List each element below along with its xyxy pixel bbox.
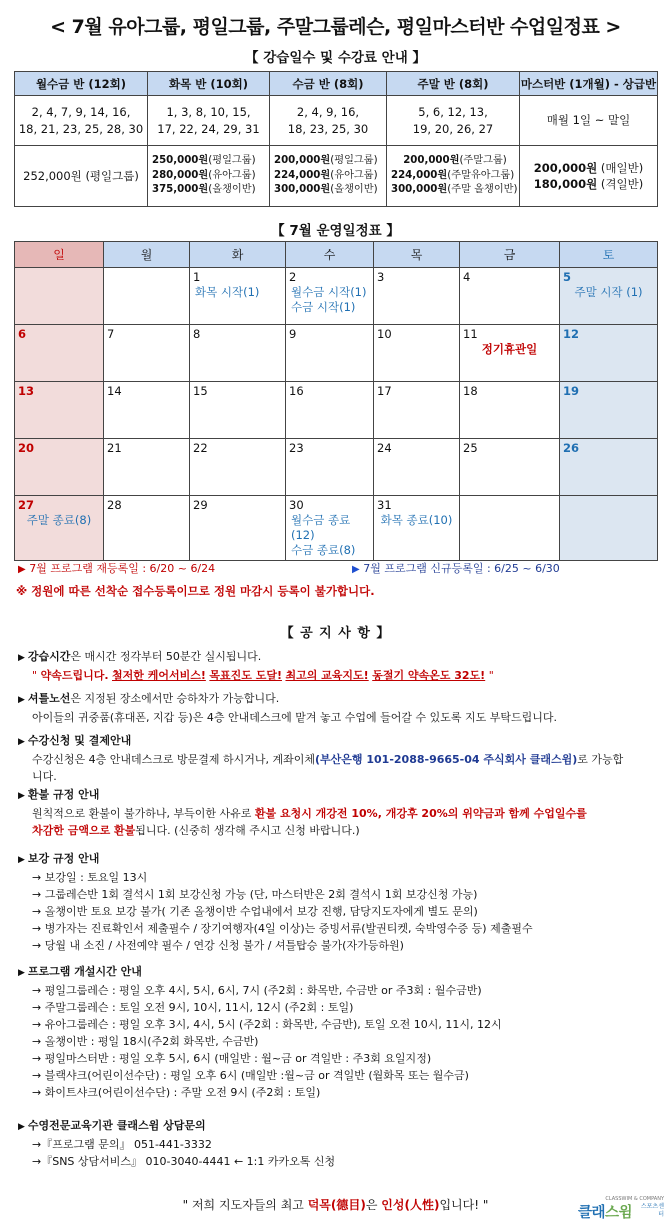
calendar-day-cell xyxy=(15,439,104,496)
classwim-logo: CLASSWIM & COMPANY 클래스윔 스포츠센터 xyxy=(578,1196,664,1221)
fee-dates-mwf: 2, 4, 7, 9, 14, 16, 18, 21, 23, 25, 28, 30 xyxy=(15,96,148,146)
calendar-day-cell xyxy=(560,382,658,439)
calendar-day-cell xyxy=(374,496,460,561)
capacity-warning: ※ 정원에 따른 선착순 접수등록이므로 정원 마감시 등록이 불가합니다. xyxy=(16,584,375,598)
day-number: 30 xyxy=(289,498,304,512)
newreg-period: ▶ 7월 프로그램 신규등록일 : 6/25 ~ 6/30 xyxy=(352,562,560,575)
fee-dates-weekend: 5, 6, 12, 13, 19, 20, 26, 27 xyxy=(387,96,520,146)
day-number: 1 xyxy=(193,270,201,284)
day-number: 21 xyxy=(107,441,122,455)
notice-refund: ▶ 환불 규정 안내 원칙적으로 환불이 불가하나, 부득이한 사유로 환불 요청시 개강전 10%, 개강후 20%의 위약금과 함께 수업일수를 차감한 금액으로 환불됩니다. (신중히 생각해 주시고 신청 바랍니다.) xyxy=(18,788,587,837)
arrow-right-icon: ▶ xyxy=(18,855,25,865)
fee-price-weekend: 200,000원(주말그룹) 224,000원(주말유아그룹) 300,000원(주말 올챙이반) xyxy=(387,146,520,207)
day-number: 26 xyxy=(563,441,580,455)
day-number: 28 xyxy=(107,498,122,512)
calendar-day-cell xyxy=(15,496,104,561)
calendar-day-cell xyxy=(15,268,104,325)
page-title: < 7월 유아그룹, 평일그룹, 주말그룹레슨, 평일마스터반 수업일정표 > xyxy=(50,16,621,38)
calendar-day-cell xyxy=(104,268,190,325)
arrow-right-icon: ▶ xyxy=(18,737,25,747)
calendar-day-cell xyxy=(104,325,190,382)
calendar-table xyxy=(14,241,658,561)
arrow-right-icon: ▶ xyxy=(18,653,25,663)
calendar-event: 정기휴관일 xyxy=(481,341,538,356)
calendar-day-cell xyxy=(374,439,460,496)
calendar-day-cell xyxy=(190,382,286,439)
fee-header-tt: 화목 반 (10회) xyxy=(148,72,270,96)
notice-payment: ▶ 수강신청 및 결제안내 수강신청은 4층 안내데스크로 방문결제 하시거나, 계좌이체(부산은행 101-2088-9665-04 주식회사 클래스윔)로 가능합 니다. xyxy=(18,734,624,783)
calendar-day-cell xyxy=(460,496,560,561)
fee-section-title: 【 강습일수 및 수강료 안내 】 xyxy=(245,50,426,66)
day-number: 7 xyxy=(107,327,115,341)
day-number: 31 xyxy=(377,498,392,512)
calendar-day-cell xyxy=(286,439,374,496)
weekday-header: 일 xyxy=(15,242,104,268)
calendar-day-cell xyxy=(104,496,190,561)
day-number: 11 xyxy=(463,327,478,341)
calendar-day-cell xyxy=(190,268,286,325)
calendar-day-cell xyxy=(374,268,460,325)
arrow-right-icon: ▶ xyxy=(18,1122,25,1132)
calendar-day-cell xyxy=(286,496,374,561)
notice-contact: ▶ 수영전문교육기관 클래스윔 상담문의 →『프로그램 문의』 051-441-3332 →『SNS 상담서비스』 010-3040-4441 ← 1:1 카카오톡 신청 xyxy=(18,1119,336,1168)
weekday-header: 화 xyxy=(190,242,286,268)
calendar-day-cell xyxy=(460,382,560,439)
notice-makeup: ▶ 보강 규정 안내 → 보강일 : 토요일 13시 → 그룹레슨반 1회 결석시 1회 보강신청 가능 (단, 마스터반은 2회 결석시 1회 보강신청 가능) → 올챙이반 토요 보강 불가( 기존 올챙이반 수업내에서 보강 진행, 담당지도자에게 별도 문의) → 병가자는 진료확인서 제출필수 / 장기여행자(4일 이상)는 증빙서류(발권티켓, 숙박영수증 등) 제출필수 → 당월 내 소진 / 사전예약 필수 / 연강 신청 불가 / 셔틀탑승 불가(자가등하원) xyxy=(18,852,533,952)
day-number: 17 xyxy=(377,384,392,398)
calendar-day-cell xyxy=(104,382,190,439)
calendar-day-cell xyxy=(15,325,104,382)
calendar-day-cell xyxy=(460,268,560,325)
day-number: 25 xyxy=(463,441,478,455)
calendar-day-cell xyxy=(460,439,560,496)
calendar-week-row xyxy=(15,439,658,496)
fee-price-mwf: 252,000원 (평일그룹) xyxy=(15,146,148,207)
weekday-header: 월 xyxy=(104,242,190,268)
calendar-event: 수금 시작(1) xyxy=(291,299,356,314)
weekday-header: 금 xyxy=(460,242,560,268)
notice-schedule: ▶ 프로그램 개설시간 안내 → 평일그룹레슨 : 평일 오후 4시, 5시, 6시, 7시 (주2회 : 화목반, 수금반 or 주3회 : 월수금반) → 주말그룹레슨 : 토일 오전 9시, 10시, 11시, 12시 (주2회 : 토일) → 유아그룹레슨 : 평일 오후 3시, 4시, 5시 (주2회 : 화목반, 수금반), 토일 오전 10시, 11시, 12시 → 올챙이반 : 평일 18시(주2회 화목반, 수금반) → 평일마스터반 : 평일 오후 5시, 6시 (매일반 : 월~금 or 격일반 : 주3회 요일지정) → 블랙샤크(어린이선수단) : 평일 오후 6시 (매일반 :월~금 or 격일반 (월화목 또는 월수금) → 화이트샤크(어린이선수단) : 주말 오전 9시 (주2회 : 토일) xyxy=(18,965,502,1099)
calendar-title: 【 7월 운영일정표 】 xyxy=(271,223,400,239)
calendar-day-cell xyxy=(286,382,374,439)
calendar-day-cell xyxy=(460,325,560,382)
day-number: 12 xyxy=(563,327,580,341)
calendar-day-cell xyxy=(560,268,658,325)
calendar-day-cell xyxy=(560,496,658,561)
calendar-event: 화목 종료(10) xyxy=(380,512,453,527)
triangle-right-icon: ▶ xyxy=(352,564,360,575)
day-number: 2 xyxy=(289,270,297,284)
day-number: 29 xyxy=(193,498,208,512)
weekday-header: 토 xyxy=(560,242,658,268)
calendar-week-row xyxy=(15,496,658,561)
notice-class-time: ▶ 강습시간은 매시간 정각부터 50분간 실시됩니다. " 약속드립니다. 철저한 케어서비스! 목표진도 도달! 최고의 교육지도! 동절기 약속온도 32도! " xyxy=(18,650,494,682)
day-number: 8 xyxy=(193,327,201,341)
calendar-day-cell xyxy=(374,382,460,439)
calendar-day-cell xyxy=(286,325,374,382)
day-number: 18 xyxy=(463,384,478,398)
fee-price-master: 200,000원 (매일반) 180,000원 (격일반) xyxy=(520,146,658,207)
arrow-right-icon: ▶ xyxy=(18,968,25,978)
calendar-day-cell xyxy=(374,325,460,382)
fee-header-master: 마스터반 (1개월) - 상급반 xyxy=(520,72,658,96)
weekday-header: 수 xyxy=(286,242,374,268)
day-number: 20 xyxy=(18,441,35,455)
fee-dates-master: 매월 1일 ~ 말일 xyxy=(520,96,658,146)
fee-dates-wf: 2, 4, 9, 16, 18, 23, 25, 30 xyxy=(270,96,387,146)
day-number: 5 xyxy=(563,270,572,284)
calendar-event: 월수금 시작(1) xyxy=(291,284,367,299)
arrow-right-icon: ▶ xyxy=(18,791,25,801)
calendar-day-cell xyxy=(286,268,374,325)
rereg-period: ▶ 7월 프로그램 재등록일 : 6/20 ~ 6/24 xyxy=(18,562,216,575)
notice-title: 【 공 지 사 항 】 xyxy=(280,626,391,641)
calendar-day-cell xyxy=(560,439,658,496)
calendar-day-cell xyxy=(560,325,658,382)
weekday-header: 목 xyxy=(374,242,460,268)
calendar-day-cell xyxy=(15,382,104,439)
calendar-day-cell xyxy=(104,439,190,496)
day-number: 3 xyxy=(377,270,385,284)
day-number: 19 xyxy=(563,384,580,398)
calendar-day-cell xyxy=(190,325,286,382)
day-number: 13 xyxy=(18,384,35,398)
arrow-right-icon: ▶ xyxy=(18,695,25,705)
calendar-event: 화목 시작(1) xyxy=(195,284,260,299)
day-number: 16 xyxy=(289,384,304,398)
calendar-week-row xyxy=(15,325,658,382)
day-number: 6 xyxy=(18,327,27,341)
calendar-week-row xyxy=(15,382,658,439)
fee-header-weekend: 주말 반 (8회) xyxy=(387,72,520,96)
day-number: 15 xyxy=(193,384,208,398)
fee-price-tt: 250,000원(평일그룹) 280,000원(유아그룹) 375,000원(올챙이반) xyxy=(148,146,270,207)
calendar-week-row xyxy=(15,268,658,325)
calendar-event: 주말 시작 (1) xyxy=(574,284,643,299)
day-number: 24 xyxy=(377,441,392,455)
triangle-right-icon: ▶ xyxy=(18,564,26,575)
day-number: 23 xyxy=(289,441,304,455)
calendar-event: 월수금 종료(12) xyxy=(291,512,351,542)
day-number: 14 xyxy=(107,384,122,398)
footer-motto: " 저희 지도자들의 최고 덕목(德目)은 인성(人性)입니다! " xyxy=(182,1198,489,1212)
day-number: 4 xyxy=(463,270,471,284)
day-number: 10 xyxy=(377,327,392,341)
notice-shuttle: ▶ 셔틀노선은 지정된 장소에서만 승하차가 가능합니다. 아이들의 귀중품(휴대폰, 지갑 등)은 4층 안내데스크에 맡겨 놓고 수업에 들어갈 수 있도록 지도 부탁드립니다. xyxy=(18,692,557,724)
day-number: 22 xyxy=(193,441,208,455)
calendar-event: 주말 종료(8) xyxy=(26,512,92,527)
fee-price-wf: 200,000원(평일그룹) 224,000원(유아그룹) 300,000원(올챙이반) xyxy=(270,146,387,207)
day-number: 9 xyxy=(289,327,297,341)
fee-header-mwf: 월수금 반 (12회) xyxy=(15,72,148,96)
fee-dates-tt: 1, 3, 8, 10, 15, 17, 22, 24, 29, 31 xyxy=(148,96,270,146)
calendar-day-cell xyxy=(190,439,286,496)
fee-table xyxy=(14,71,658,207)
calendar-day-cell xyxy=(190,496,286,561)
calendar-event: 수금 종료(8) xyxy=(291,542,356,557)
fee-header-wf: 수금 반 (8회) xyxy=(270,72,387,96)
day-number: 27 xyxy=(18,498,35,512)
